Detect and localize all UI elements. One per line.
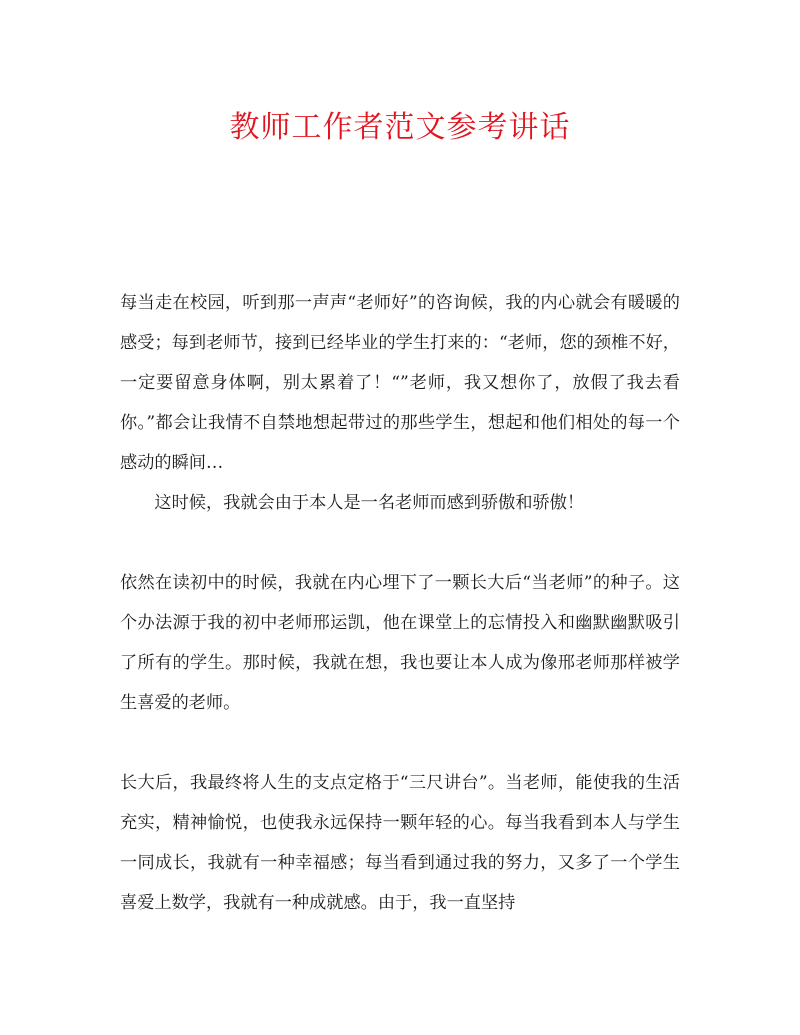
paragraph-campus-greetings: 每当走在校园，听到那一声声“老师好”的咨询候，我的内心就会有暖暖的感受；每到老师节，接到已经毕业的学生打来的：“老师，您的颈椎不好，一定要留意身体啊，别太累着了！“”老师，我又想你了，放假了我去看你。”都会让我情不自禁地想起带过的那些学生，想起和他们相处的每一个感动的瞬间… bbox=[120, 293, 680, 473]
paragraph-proud-teacher: 这时候，我就会由于本人是一名老师而感到骄傲和骄傲！ bbox=[154, 493, 585, 513]
paragraph-three-foot-podium: 长大后，我最终将人生的支点定格于“三尺讲台”。当老师，能使我的生活充实，精神愉悦，也使我永远保持一颗年轻的心。每当我看到本人与学生一同成长，我就有一种幸福感；每当看到通过我的努力，又多了一个学生喜爱上数学，我就有一种成就感。由于，我一直坚持 bbox=[120, 773, 680, 913]
document-title: 教师工作者范文参考讲话 bbox=[229, 110, 571, 145]
paragraph-junior-high-dream: 依然在读初中的时候，我就在内心埋下了一颗长大后“当老师”的种子。这个办法源于我的初中老师邢运凯，他在课堂上的忘情投入和幽默幽默吸引了所有的学生。那时候，我就在想，我也要让本人成为像邢老师那样被学生喜爱的老师。 bbox=[120, 573, 680, 713]
